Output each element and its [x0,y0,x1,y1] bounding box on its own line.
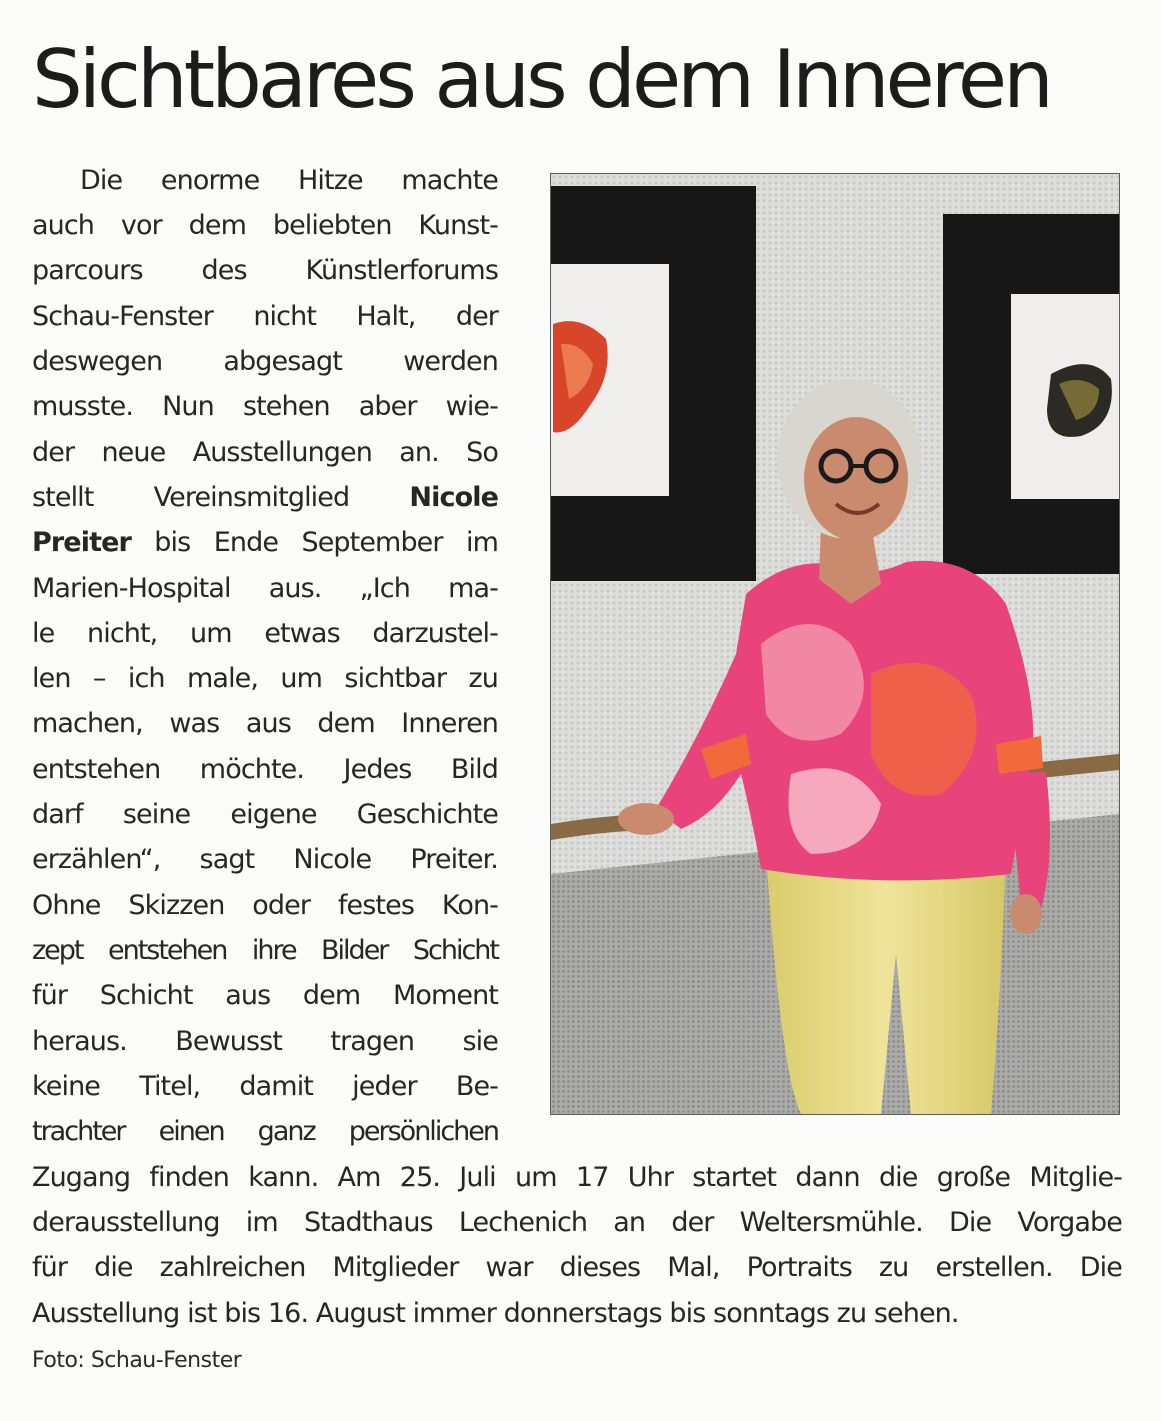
artist-name-last: Preiter [32,527,131,558]
body-line: musste. Nun stehen aber wie- [32,391,498,422]
body-line: entstehen möchte. Jedes Bild [32,754,498,785]
body-line: deswegen abgesagt werden [32,346,498,377]
body-line: darf seine eigene Geschichte [32,799,498,830]
body-line-text: bis Ende September im [130,527,498,558]
body-line: heraus. Bewusst tragen sie [32,1026,498,1057]
body-line: len – ich male, um sichtbar zu [32,663,498,694]
body-line: erzählen“, sagt Nicole Preiter. [32,844,498,875]
body-line: machen, was aus dem Inneren [32,708,498,739]
body-line: auch vor dem beliebten Kunst- [32,210,498,241]
body-line [32,475,498,520]
headline: Sichtbares aus dem Inneren [32,33,1050,126]
body-line: Marien-Hospital aus. „Ich ma- [32,573,498,604]
body-line-text: stellt Vereinsmitglied [32,482,410,513]
artist-name-first: Nicole [409,482,498,513]
body-line: für Schicht aus dem Moment [32,980,498,1011]
body-line: der neue Ausstellungen an. So [32,437,498,468]
body-line: trachter einen ganz persönlichen [32,1116,498,1147]
body-line: parcours des Künstlerforums [32,255,498,286]
article-photo [550,173,1120,1115]
body-line: le nicht, um etwas darzustel- [32,618,498,649]
body-line-wide: für die zahlreichen Mitglieder war dieses Mal, Portraits zu erstellen. Die [32,1252,1122,1283]
body-line: Schau-Fenster nicht Halt, der [32,301,498,332]
body-line: Ohne Skizzen oder festes Kon- [32,890,498,921]
body-line: zept entstehen ihre Bilder Schicht [32,935,498,966]
photo-caption: Foto: Schau-Fenster [32,1348,242,1373]
body-line-wide: Ausstellung ist bis 16. August immer donnerstags bis sonntags zu sehen. [32,1298,959,1329]
body-line-wide: Zugang finden kann. Am 25. Juli um 17 Uhr startet dann die große Mitglie- [32,1162,1122,1193]
body-line: keine Titel, damit jeder Be- [32,1071,498,1102]
body-line: Die enorme Hitze machte [80,165,498,196]
body-line-wide: derausstellung im Stadthaus Lechenich an der Weltersmühle. Die Vorgabe [32,1207,1122,1238]
body-line [32,520,498,565]
